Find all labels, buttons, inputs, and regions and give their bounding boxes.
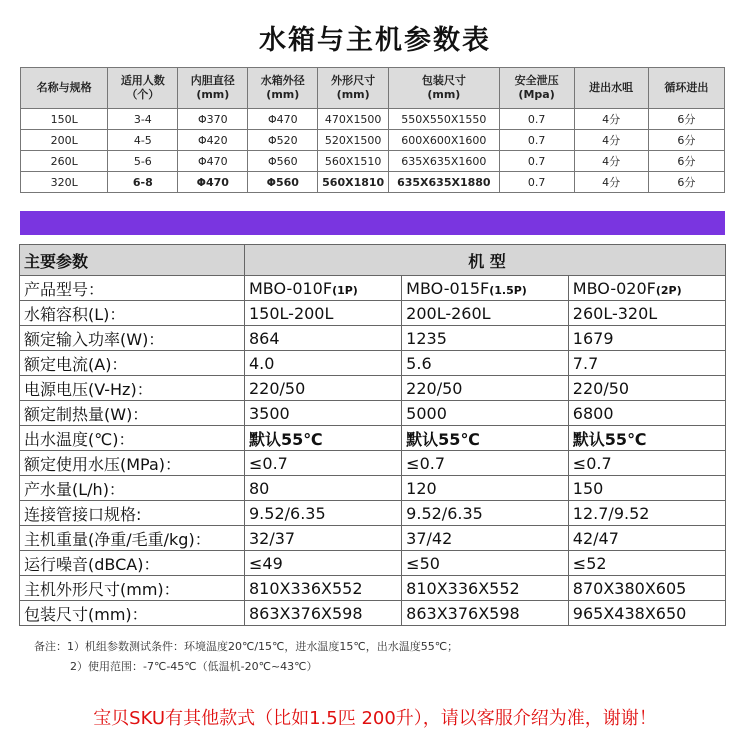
tank-spec-cell: 560X1810 bbox=[318, 172, 389, 193]
tank-spec-cell: 635X635X1600 bbox=[389, 151, 500, 172]
tank-spec-cell: Φ370 bbox=[178, 109, 248, 130]
param-label: 出水温度(℃)： bbox=[20, 426, 245, 451]
param-label: 水箱容积(L)： bbox=[20, 301, 245, 326]
host-spec-row bbox=[20, 351, 726, 376]
param-value: ≤52 bbox=[568, 551, 725, 576]
param-label: 额定使用水压(MPa)： bbox=[20, 451, 245, 476]
param-label: 连接管接口规格: bbox=[20, 501, 245, 526]
tank-header-cell bbox=[574, 68, 648, 109]
param-label: 产水量(L/h)： bbox=[20, 476, 245, 501]
param-value: 37/42 bbox=[402, 526, 569, 551]
header-model: 机 型 bbox=[245, 245, 726, 276]
param-value: 870X380X605 bbox=[568, 576, 725, 601]
tank-spec-cell: 200L bbox=[21, 130, 108, 151]
tank-spec-cell: 6分 bbox=[648, 172, 724, 193]
param-value: 12.7/9.52 bbox=[568, 501, 725, 526]
param-label: 主机外形尺寸(mm)： bbox=[20, 576, 245, 601]
tank-spec-cell: 635X635X1880 bbox=[389, 172, 500, 193]
param-value: 220/50 bbox=[402, 376, 569, 401]
host-spec-row bbox=[20, 426, 726, 451]
tank-spec-cell: 0.7 bbox=[499, 130, 574, 151]
host-spec-row bbox=[20, 526, 726, 551]
param-value: ≤0.7 bbox=[568, 451, 725, 476]
model-name: MBO-020F bbox=[572, 278, 656, 298]
tank-header-text: 外形尺寸 bbox=[331, 74, 376, 87]
tank-spec-cell: 320L bbox=[21, 172, 108, 193]
tank-spec-cell: 6-8 bbox=[108, 172, 178, 193]
param-value: 3500 bbox=[245, 401, 402, 426]
param-label: 运行噪音(dBCA)： bbox=[20, 551, 245, 576]
host-spec-header-row bbox=[20, 245, 726, 276]
tank-spec-cell: Φ470 bbox=[178, 172, 248, 193]
page-title: 水箱与主机参数表 bbox=[259, 25, 491, 56]
tank-spec-cell: 4-5 bbox=[108, 130, 178, 151]
tank-header-text: 名称与规格 bbox=[36, 81, 92, 94]
tank-spec-header-row bbox=[21, 68, 725, 109]
tank-spec-cell: 6分 bbox=[648, 151, 724, 172]
param-value: 810X336X552 bbox=[245, 576, 402, 601]
model-power-suffix: (1.5P) bbox=[489, 283, 527, 297]
model-cell bbox=[568, 276, 725, 301]
host-spec-row bbox=[20, 401, 726, 426]
tank-spec-cell: 520X1500 bbox=[318, 130, 389, 151]
tank-header-text: 水箱外径 bbox=[260, 74, 305, 87]
param-label: 额定电流(A)： bbox=[20, 351, 245, 376]
tank-spec-cell: 5-6 bbox=[108, 151, 178, 172]
param-label: 包装尺寸(mm)： bbox=[20, 601, 245, 626]
param-value: 9.52/6.35 bbox=[245, 501, 402, 526]
tank-spec-cell: 600X600X1600 bbox=[389, 130, 500, 151]
param-value: 810X336X552 bbox=[402, 576, 569, 601]
param-value: 32/37 bbox=[245, 526, 402, 551]
param-value: 默认55℃ bbox=[402, 426, 569, 451]
tank-header-text: 内胆直径 bbox=[190, 74, 235, 87]
tank-spec-cell: Φ420 bbox=[178, 130, 248, 151]
param-value: 7.7 bbox=[568, 351, 725, 376]
host-spec-row bbox=[20, 476, 726, 501]
param-value: 150L-200L bbox=[245, 301, 402, 326]
tank-header-cell bbox=[318, 68, 389, 109]
host-spec-row bbox=[20, 326, 726, 351]
param-value: 863X376X598 bbox=[245, 601, 402, 626]
param-value: 864 bbox=[245, 326, 402, 351]
tank-header-text: (mm) bbox=[427, 88, 461, 101]
host-spec-row bbox=[20, 501, 726, 526]
tank-header-text: (Mpa) bbox=[518, 88, 555, 101]
param-value: 150 bbox=[568, 476, 725, 501]
tank-spec-cell: 4分 bbox=[574, 130, 648, 151]
tank-header-text: 循环进出 bbox=[664, 81, 709, 94]
tank-header-cell bbox=[21, 68, 108, 109]
param-value: 863X376X598 bbox=[402, 601, 569, 626]
tank-header-text: (mm) bbox=[196, 88, 230, 101]
param-value: ≤50 bbox=[402, 551, 569, 576]
param-value: 默认55℃ bbox=[245, 426, 402, 451]
model-name: MBO-010F bbox=[249, 278, 333, 298]
param-value: 80 bbox=[245, 476, 402, 501]
model-power-suffix: (2P) bbox=[655, 283, 682, 297]
param-value: ≤0.7 bbox=[245, 451, 402, 476]
param-label: 电源电压(V-Hz)： bbox=[20, 376, 245, 401]
host-spec-row bbox=[20, 451, 726, 476]
note-2: 2）使用范围：-7℃-45℃（低温机-20℃~43℃） bbox=[70, 660, 318, 673]
note-1: 备注：1）机组参数测试条件：环境温度20℃/15℃，进水温度15℃，出水温度55℃； bbox=[34, 640, 459, 653]
tank-header-text: (mm) bbox=[336, 88, 370, 101]
tank-spec-cell: Φ470 bbox=[248, 109, 318, 130]
tank-header-text: 适用人数 bbox=[120, 74, 165, 87]
notes bbox=[34, 637, 458, 677]
host-spec-table bbox=[19, 244, 726, 626]
param-value: 965X438X650 bbox=[568, 601, 725, 626]
param-value: 220/50 bbox=[245, 376, 402, 401]
tank-header-cell bbox=[499, 68, 574, 109]
tank-header-cell bbox=[248, 68, 318, 109]
header-main-params: 主要参数 bbox=[20, 245, 245, 276]
host-spec-row bbox=[20, 601, 726, 626]
tank-spec-row bbox=[21, 172, 725, 193]
param-value: 200L-260L bbox=[402, 301, 569, 326]
tank-header-cell bbox=[648, 68, 724, 109]
param-value: ≤49 bbox=[245, 551, 402, 576]
tank-spec-cell: 6分 bbox=[648, 130, 724, 151]
tank-spec-cell: 4分 bbox=[574, 151, 648, 172]
model-row bbox=[20, 276, 726, 301]
tank-header-text: 包装尺寸 bbox=[421, 74, 466, 87]
tank-spec-cell: Φ560 bbox=[248, 172, 318, 193]
param-value: 6800 bbox=[568, 401, 725, 426]
tank-spec-cell: 0.7 bbox=[499, 172, 574, 193]
tank-spec-row bbox=[21, 109, 725, 130]
param-value: 9.52/6.35 bbox=[402, 501, 569, 526]
tank-header-text: （个） bbox=[126, 88, 160, 101]
tank-spec-cell: 4分 bbox=[574, 109, 648, 130]
param-value: 260L-320L bbox=[568, 301, 725, 326]
param-value: 默认55℃ bbox=[568, 426, 725, 451]
param-label: 主机重量(净重/毛重/kg)： bbox=[20, 526, 245, 551]
param-value: 5000 bbox=[402, 401, 569, 426]
tank-spec-cell: Φ520 bbox=[248, 130, 318, 151]
model-name: MBO-015F bbox=[406, 278, 490, 298]
tank-header-text: 安全泄压 bbox=[514, 74, 559, 87]
tank-spec-cell: Φ560 bbox=[248, 151, 318, 172]
tank-spec-cell: 550X550X1550 bbox=[389, 109, 500, 130]
tank-spec-cell: 260L bbox=[21, 151, 108, 172]
tank-header-cell bbox=[389, 68, 500, 109]
model-power-suffix: (1P) bbox=[332, 283, 358, 297]
tank-spec-cell: 0.7 bbox=[499, 151, 574, 172]
param-value: 4.0 bbox=[245, 351, 402, 376]
param-value: 5.6 bbox=[402, 351, 569, 376]
host-spec-row bbox=[20, 301, 726, 326]
param-label: 额定制热量(W)： bbox=[20, 401, 245, 426]
model-row-label: 产品型号： bbox=[20, 276, 245, 301]
tank-spec-cell: 3-4 bbox=[108, 109, 178, 130]
host-spec-row bbox=[20, 576, 726, 601]
host-spec-row bbox=[20, 376, 726, 401]
tank-spec-cell: Φ470 bbox=[178, 151, 248, 172]
param-value: 120 bbox=[402, 476, 569, 501]
model-cell bbox=[402, 276, 569, 301]
param-value: 42/47 bbox=[568, 526, 725, 551]
tank-spec-row bbox=[21, 151, 725, 172]
tank-spec-cell: 150L bbox=[21, 109, 108, 130]
param-value: 1679 bbox=[568, 326, 725, 351]
model-cell bbox=[245, 276, 402, 301]
tank-header-cell bbox=[178, 68, 248, 109]
tank-spec-table bbox=[20, 67, 725, 193]
param-label: 额定输入功率(W)： bbox=[20, 326, 245, 351]
footer-notice: 宝贝SKU有其他款式（比如1.5匹 200升），请以客服介绍为准，谢谢！ bbox=[93, 708, 657, 729]
tank-spec-cell: 4分 bbox=[574, 172, 648, 193]
tank-header-text: 进出水咀 bbox=[589, 81, 634, 94]
tank-spec-cell: 470X1500 bbox=[318, 109, 389, 130]
tank-spec-cell: 560X1510 bbox=[318, 151, 389, 172]
tank-header-cell bbox=[108, 68, 178, 109]
param-value: 220/50 bbox=[568, 376, 725, 401]
tank-spec-cell: 0.7 bbox=[499, 109, 574, 130]
tank-header-text: (mm) bbox=[266, 88, 300, 101]
accent-divider-bar bbox=[20, 211, 725, 235]
param-value: ≤0.7 bbox=[402, 451, 569, 476]
tank-spec-cell: 6分 bbox=[648, 109, 724, 130]
host-spec-row bbox=[20, 551, 726, 576]
tank-spec-row bbox=[21, 130, 725, 151]
param-value: 1235 bbox=[402, 326, 569, 351]
